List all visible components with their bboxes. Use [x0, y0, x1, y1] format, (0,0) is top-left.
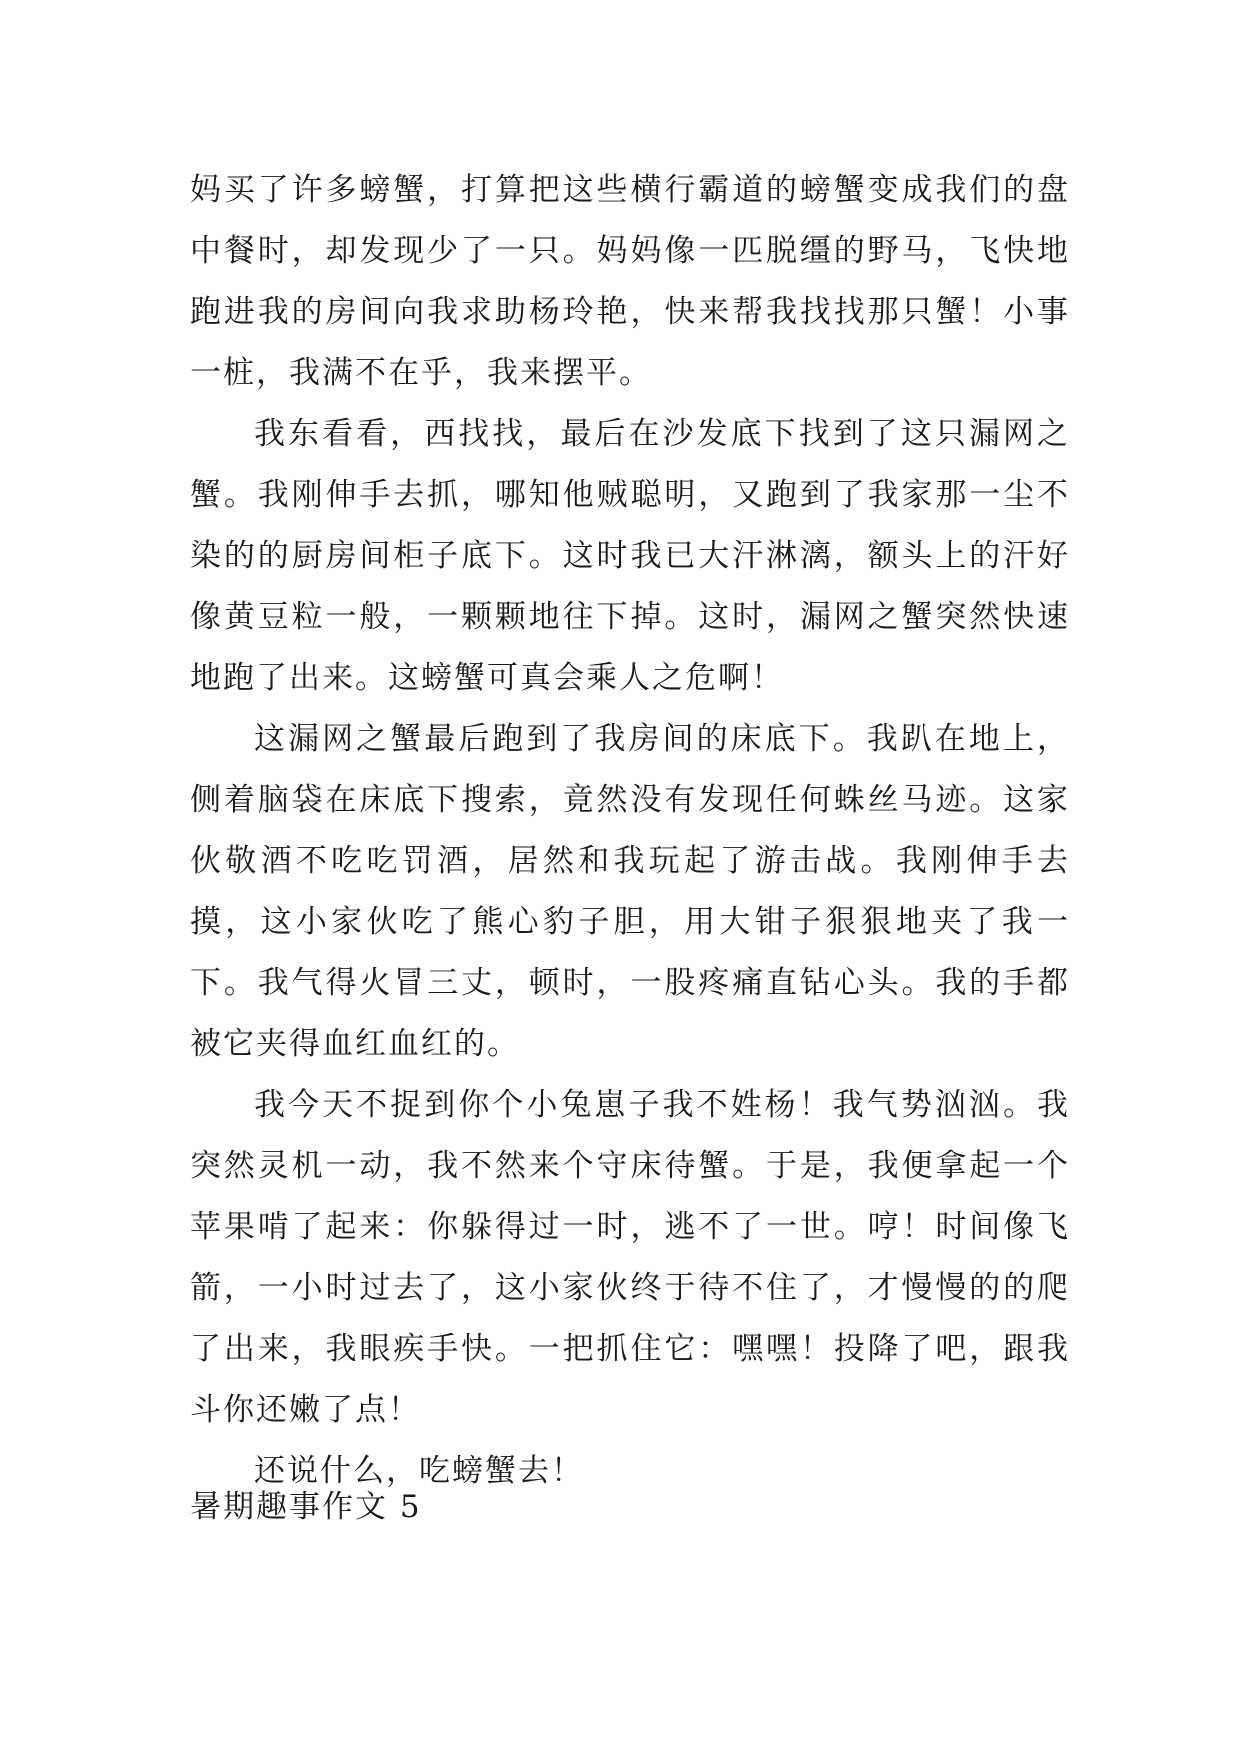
paragraph: 我今天不捉到你个小兔崽子我不姓杨！我气势汹汹。我突然灵机一动，我不然来个守床待蟹。于是，我便拿起一个苹果啃了起来：你躲得过一时，逃不了一世。哼！时间像飞箭，一小时过去了，这小家伙终于待不住了，才慢慢的的爬了出来，我眼疾手快。一把抓住它：嘿嘿！投降了吧，跟我斗你还嫩了点！: [190, 1087, 1070, 1428]
paragraph: 妈买了许多螃蟹，打算把这些横行霸道的螃蟹变成我们的盘中餐时，却发现少了一只。妈妈像一匹脱缰的野马，飞快地跑进我的房间向我求助杨玲艳，快来帮我找找那只蟹！小事一桩，我满不在乎，我来摆平。: [190, 172, 1070, 391]
paragraph: 还说什么，吃螃蟹去！: [254, 1453, 584, 1489]
paragraph: 我东看看，西找找，最后在沙发底下找到了这只漏网之蟹。我刚伸手去抓，哪知他贼聪明，又跑到了我家那一尘不染的的厨房间柜子底下。这时我已大汗淋漓，额头上的汗好像黄豆粒一般，一颗颗地往下掉。这时，漏网之蟹突然快速地跑了出来。这螃蟹可真会乘人之危啊！: [190, 416, 1070, 696]
essay-body: [190, 160, 1070, 1502]
paragraph: 这漏网之蟹最后跑到了我房间的床底下。我趴在地上，侧着脑袋在床底下搜索，竟然没有发现任何蛛丝马迹。这家伙敬酒不吃吃罚酒，居然和我玩起了游击战。我刚伸手去摸，这小家伙吃了熊心豹子胆，用大钳子狠狠地夹了我一下。我气得火冒三丈，顿时，一股疼痛直钻心头。我的手都被它夹得血红血红的。: [190, 721, 1070, 1062]
section-title: 暑期趣事作文 5: [190, 1489, 422, 1525]
